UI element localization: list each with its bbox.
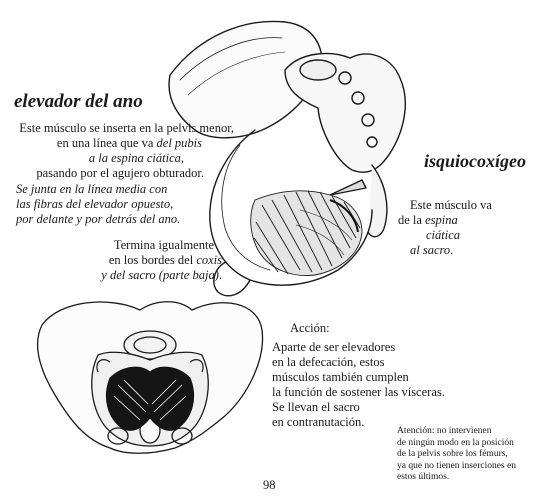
termina-line-1: Termina igualmente	[113, 238, 214, 252]
elevador-line-4: pasando por el agujero obturador.	[36, 166, 204, 180]
elevador-line-2: en una línea que va del pubis	[56, 136, 202, 150]
termina-line-3: y del sacro (parte baja).	[101, 268, 222, 282]
accion-block	[272, 321, 445, 430]
junta-description	[16, 182, 180, 227]
atencion-line-3: de la pelvis sobre los fémurs,	[397, 449, 508, 459]
junta-line-2: las fibras del elevador opuesto,	[16, 197, 174, 211]
atencion-line-2: de ningún modo en la posición	[397, 437, 514, 448]
termina-line-2: en los bordes del coxis	[108, 253, 222, 267]
elevador-description	[14, 121, 234, 181]
right-title: isquiocoxígeo	[424, 151, 526, 171]
accion-line-3: músculos también cumplen	[272, 370, 409, 384]
junta-line-3: por delante y por detrás del ano.	[16, 212, 181, 226]
atencion-line-1: Atención: no intervienen	[397, 426, 492, 436]
isquio-line-3: ciática	[426, 228, 461, 242]
isquio-line-4: al sacro.	[410, 243, 454, 257]
accion-heading: Acción:	[290, 321, 330, 335]
termina-description	[60, 238, 222, 283]
atencion-line-4: ya que no tienen inserciones en	[397, 460, 516, 471]
isquio-description	[398, 198, 492, 258]
accion-line-5: Se llevan el sacro	[272, 400, 360, 414]
accion-line-2: en la defecación, estos	[272, 355, 385, 369]
isquio-line-2: de la espina	[398, 213, 458, 227]
junta-line-1: Se junta en la línea media con	[16, 182, 168, 196]
elevador-line-3: a la espina ciática,	[88, 151, 184, 165]
left-title: elevador del ano	[14, 91, 143, 112]
page-number: 98	[263, 478, 276, 492]
atencion-line-5: estos últimos.	[397, 472, 450, 482]
elevador-line-1: Este músculo se inserta en la pelvis menor,	[19, 121, 234, 135]
accion-line-6: en contranutación.	[272, 415, 365, 429]
isquio-line-1: Este músculo va	[410, 198, 492, 212]
accion-line-1: Aparte de ser elevadores	[272, 340, 396, 354]
atencion-note	[397, 426, 516, 484]
accion-line-4: la función de sostener las vísceras.	[272, 385, 445, 399]
